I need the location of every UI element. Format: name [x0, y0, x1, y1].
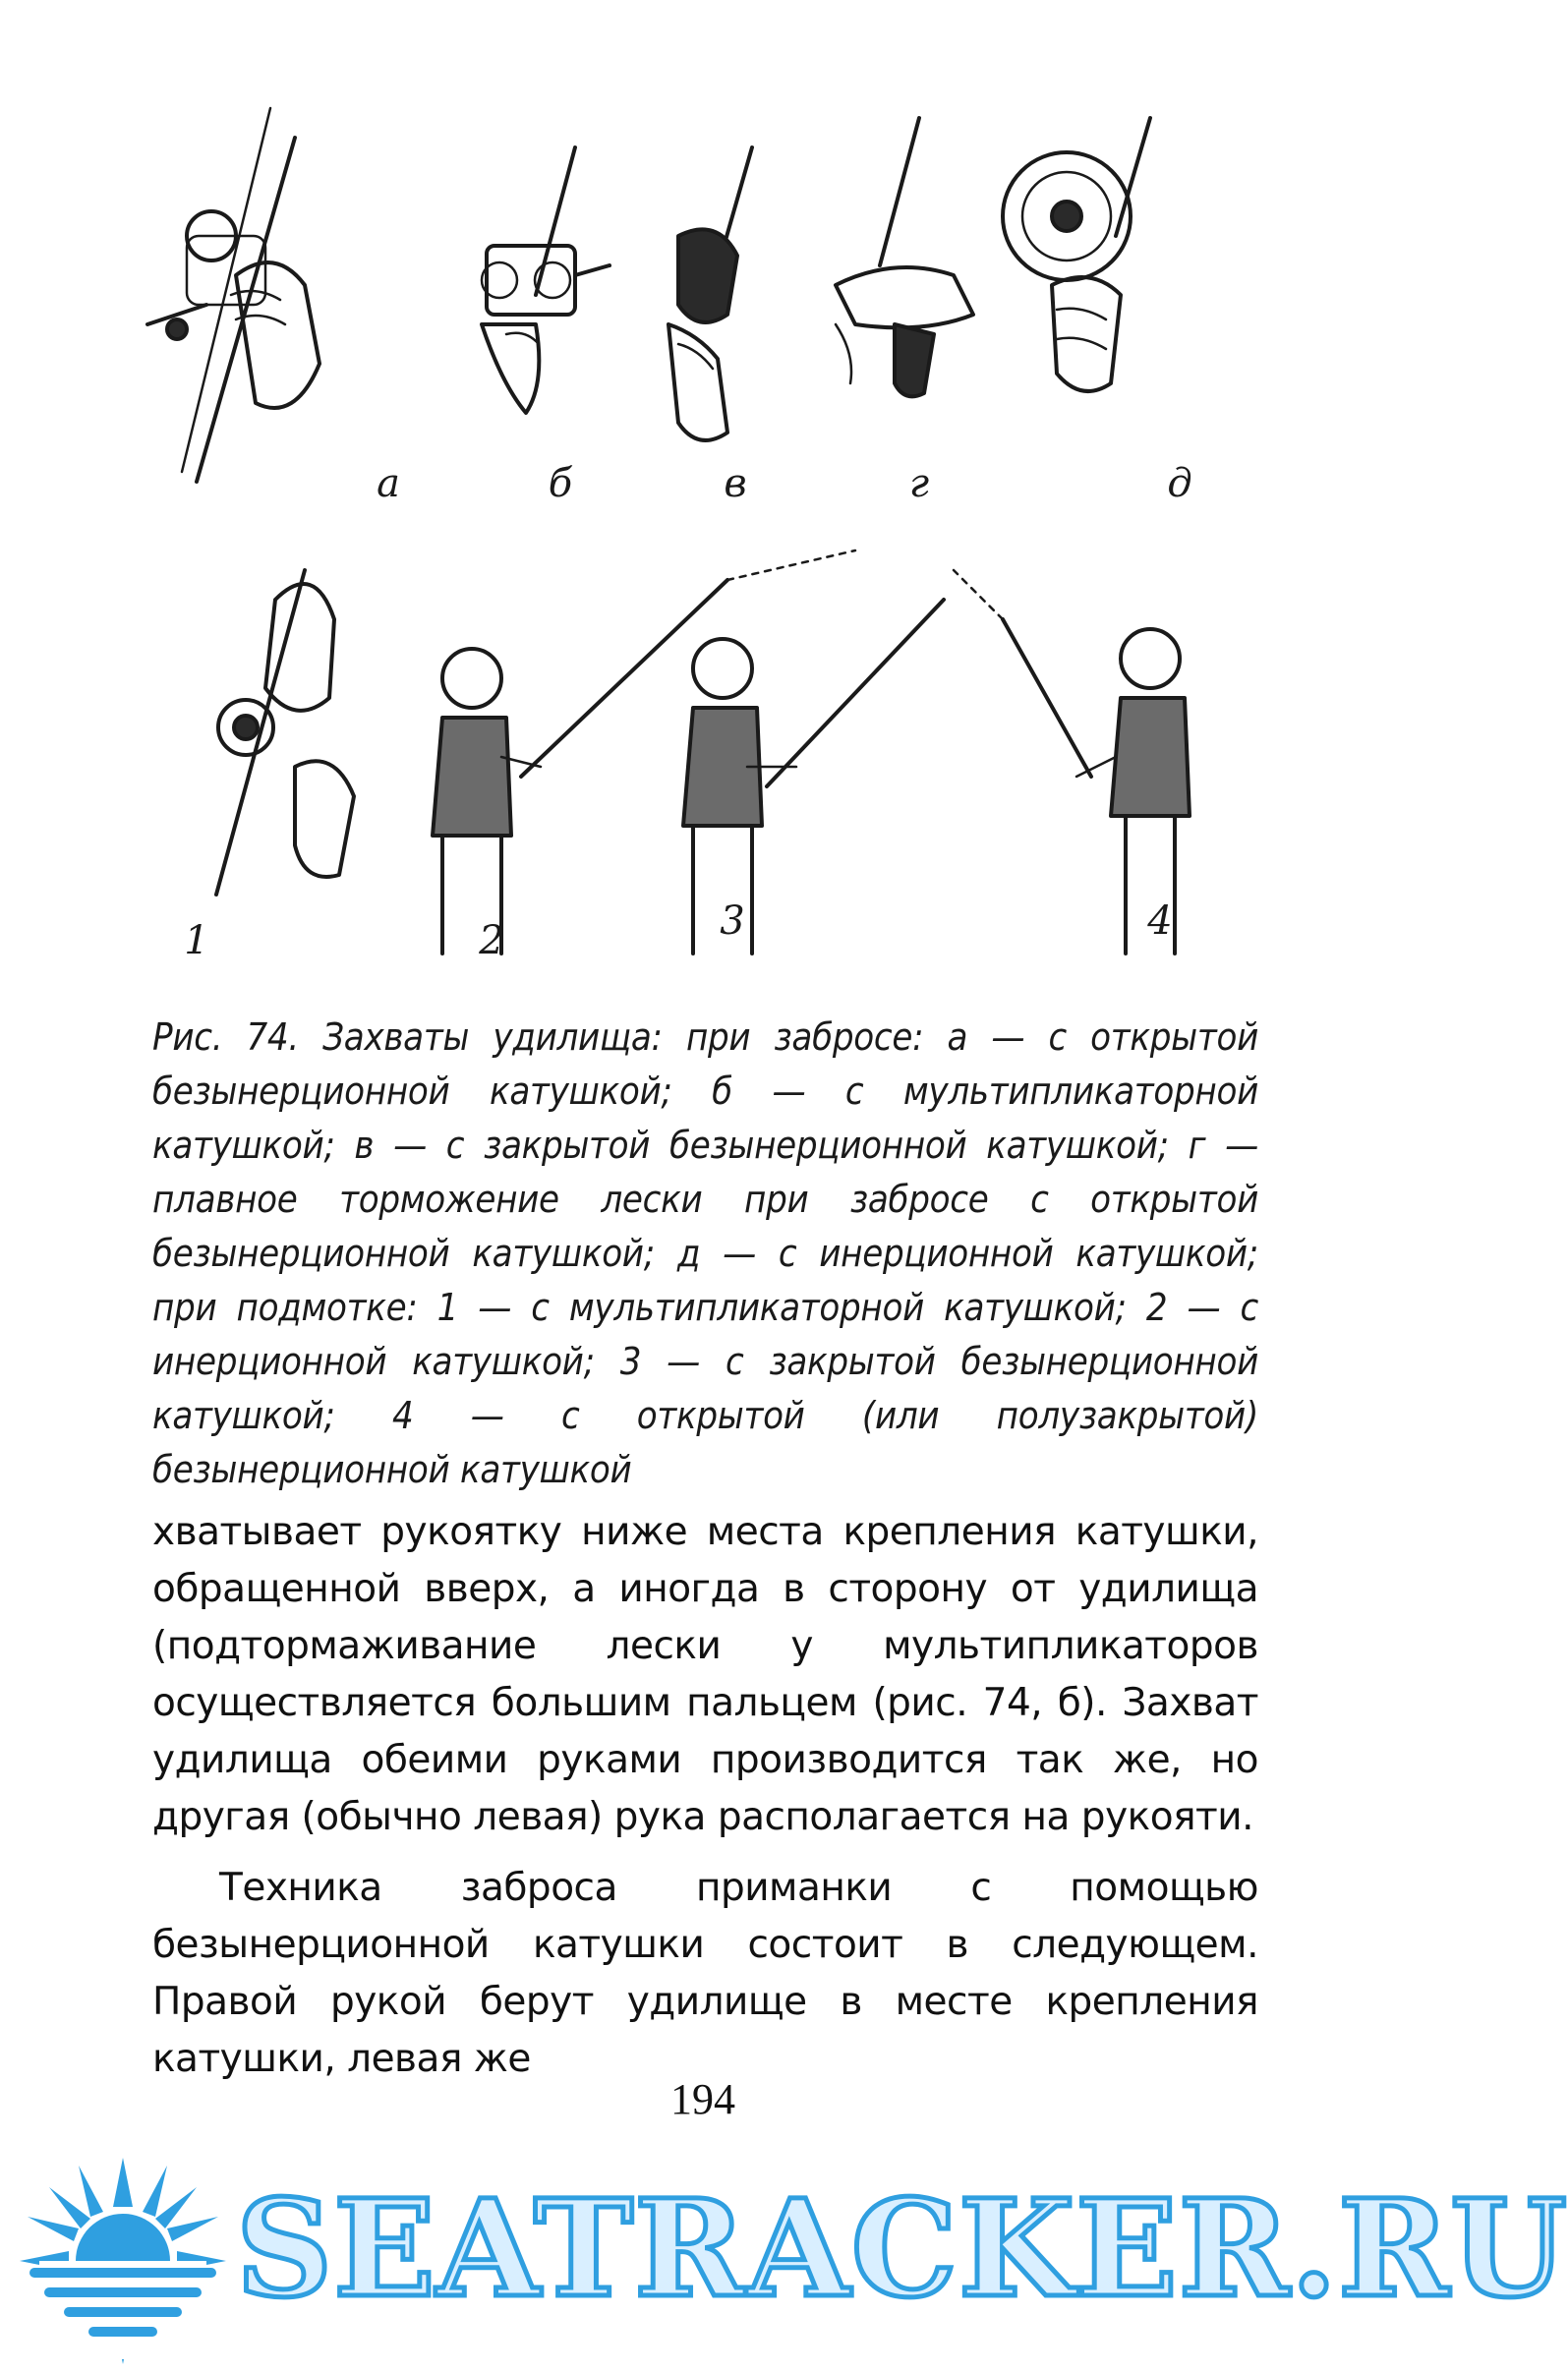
figure-caption: Рис. 74. Захваты удилища: при забросе: а — с открытой безынерционной катушкой; б — с мультипликаторной катушкой; в — с закрытой безынерционной катушкой; г — плавное торможение лески при забросе с открытой безынерционной катушкой; д — с инерционной катушкой; при подмотке: 1 — с мультипликаторной катушкой; 2 — с инерционной катушкой; 3 — с закрытой безынерционной катушкой; 4 — с открытой (или полузакрытой) безынерционной катушкой [152, 1015, 1258, 1491]
grip-4-illustration [954, 570, 1190, 954]
figure-label-b: б [548, 461, 573, 506]
figure-74 [147, 88, 1268, 973]
watermark-text: SEATRACKER.RU [236, 2170, 1568, 2328]
figure-label-a: а [377, 461, 400, 506]
grip-b-illustration [482, 147, 610, 413]
figure-label-1: 1 [184, 918, 209, 963]
page-number: 194 [670, 2075, 735, 2123]
figure-label-v: в [724, 461, 747, 506]
figure-label-g: г [908, 461, 930, 506]
watermark [20, 2158, 1568, 2344]
body-text [152, 1504, 1258, 2088]
figure-label-2: 2 [479, 918, 504, 963]
figure-illustration [147, 88, 1268, 973]
grip-a-illustration [147, 108, 319, 482]
grip-2-illustration [433, 550, 855, 954]
sun-icon [20, 2158, 226, 2354]
figure-label-d: д [1167, 461, 1192, 506]
grip-1-illustration [216, 570, 354, 895]
paragraph-1: хватывает рукоятку ниже места крепления катушки, обращенной вверх, а иногда в сторону от удилища (подтормаживание лески у мультипликаторов осуществляется большим пальцем (рис. 74, б). Захват удилища обеими руками производится так же, но другая (обычно левая) рука располагается на рукояти. [152, 1510, 1258, 1839]
grip-v-illustration [668, 147, 752, 440]
paragraph-2: Техника заброса приманки с помощью безынерционной катушки состоит в следующем. Правой рукой берут удилище в месте крепления катушки, левая же [152, 1866, 1258, 2081]
figure-label-3: 3 [720, 898, 745, 944]
grip-g-illustration [836, 118, 973, 396]
figure-label-4: 4 [1147, 898, 1173, 944]
grip-d-illustration [1003, 118, 1150, 391]
